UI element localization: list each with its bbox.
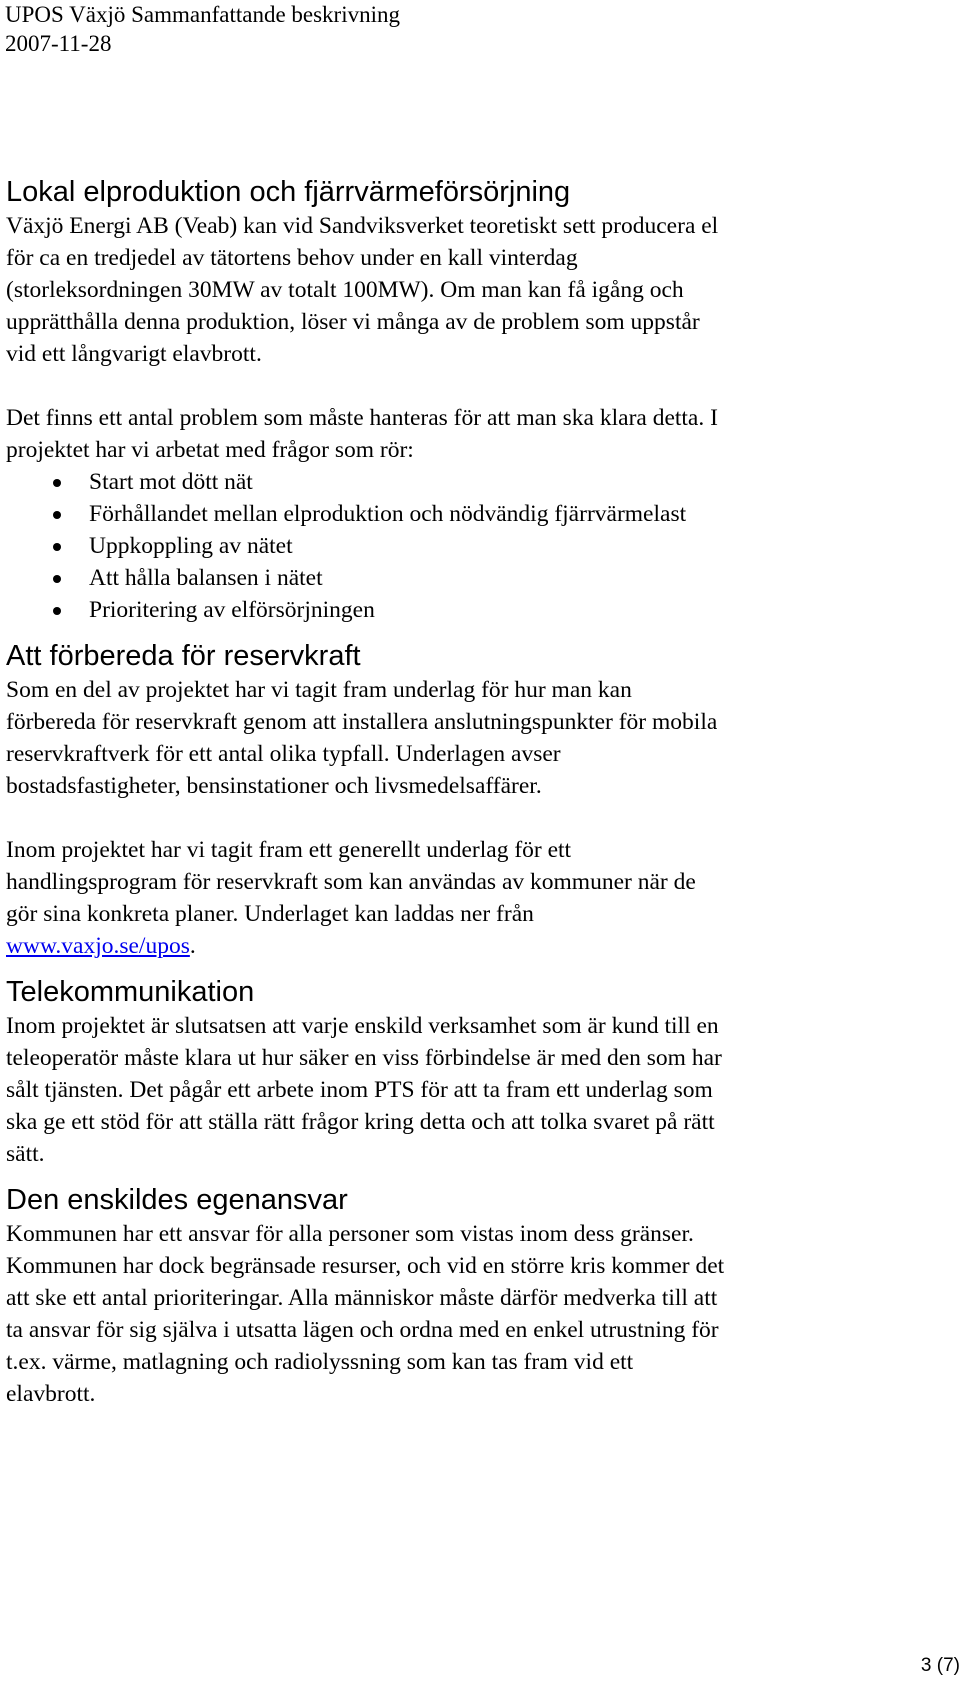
paragraph-spacer [6,370,906,402]
document-body [6,174,906,1410]
text-line: att ske ett antal prioriteringar. Alla människor måste därför medverka till att [6,1285,718,1311]
text-line: förbereda för reservkraft genom att installera anslutningspunkter för mobila [6,709,718,735]
list-item [6,498,906,530]
text-line: upprätthålla denna produktion, löser vi många av de problem som uppstår [6,309,700,335]
list-item-text: Uppkoppling av nätet [89,533,293,559]
link-suffix: . [189,933,196,959]
text-line: reservkraftverk för ett antal olika typfall. Underlagen avser [6,741,561,767]
section-heading-backup-power: Att förbereda för reservkraft [6,640,361,672]
bullet-icon [53,607,61,615]
list-item [6,562,906,594]
text-line: sätt. [6,1141,45,1167]
text-line: (storleksordningen 30MW av totalt 100MW). Om man kan få igång och [6,277,684,303]
paragraph-telecommunication [6,1010,906,1170]
bullet-icon [53,479,61,487]
paragraph-spacer [6,802,906,834]
text-line: Växjö Energi AB (Veab) kan vid Sandviksverket teoretiskt sett producera el [6,213,719,239]
text-line: teleoperatör måste klara ut hur säker en viss förbindelse är med den som har [6,1045,722,1071]
list-item [6,530,906,562]
header-date: 2007-11-28 [5,31,112,56]
bullet-list-issues [6,466,906,626]
text-line: t.ex. värme, matlagning och radiolyssning som kan tas fram vid ett [6,1349,634,1375]
page-number: 3 (7) [920,1655,960,1676]
paragraph-individual-responsibility [6,1218,906,1410]
paragraph-backup-power-intro [6,674,906,802]
paragraph-backup-power-program [6,834,906,962]
section-heading-local-production: Lokal elproduktion och fjärrvärmeförsörjning [6,176,571,208]
section-heading-telecommunication: Telekommunikation [6,976,255,1008]
paragraph-local-production-intro [6,210,906,370]
text-line: Kommunen har ett ansvar för alla personer som vistas inom dess gränser. [6,1221,694,1247]
text-line: ta ansvar för sig själva i utsatta lägen och ordna med en enkel utrustning för [6,1317,719,1343]
page-header [5,0,400,58]
header-title: UPOS Växjö Sammanfattande beskrivning [5,2,400,27]
list-item-text: Prioritering av elförsörjningen [89,597,375,623]
text-line: Det finns ett antal problem som måste hanteras för att man ska klara detta. I [6,405,718,431]
list-item-text: Start mot dött nät [89,469,253,495]
text-line: projektet har vi arbetat med frågor som rör: [6,437,414,463]
list-item [6,594,906,626]
text-line: Som en del av projektet har vi tagit fram underlag för hur man kan [6,677,632,703]
text-line: sålt tjänsten. Det pågår ett arbete inom PTS för att ta fram ett underlag som [6,1077,713,1103]
text-line: ska ge ett stöd för att ställa rätt frågor kring detta och att tolka svaret på rätt [6,1109,715,1135]
text-line: Inom projektet har vi tagit fram ett generellt underlag för ett [6,837,572,863]
paragraph-local-production-problems [6,402,906,466]
bullet-icon [53,575,61,583]
text-line: bostadsfastigheter, bensinstationer och livsmedelsaffärer. [6,773,542,799]
text-line: handlingsprogram för reservkraft som kan användas av kommuner när de [6,869,696,895]
bullet-icon [53,511,61,519]
text-line: Inom projektet är slutsatsen att varje enskild verksamhet som är kund till en [6,1013,719,1039]
text-line: Kommunen har dock begränsade resurser, och vid en större kris kommer det [6,1253,725,1279]
text-line: vid ett långvarigt elavbrott. [6,341,262,367]
list-item-text: Att hålla balansen i nätet [89,565,323,591]
list-item [6,466,906,498]
text-line: för ca en tredjedel av tätortens behov under en kall vinterdag [6,245,578,271]
list-item-text: Förhållandet mellan elproduktion och nödvändig fjärrvärmelast [89,501,687,527]
text-line: gör sina konkreta planer. Underlaget kan laddas ner från [6,901,534,927]
section-heading-individual-responsibility: Den enskildes egenansvar [6,1184,348,1216]
text-line: elavbrott. [6,1381,96,1407]
bullet-icon [53,543,61,551]
upos-website-link[interactable]: www.vaxjo.se/upos [6,933,190,959]
